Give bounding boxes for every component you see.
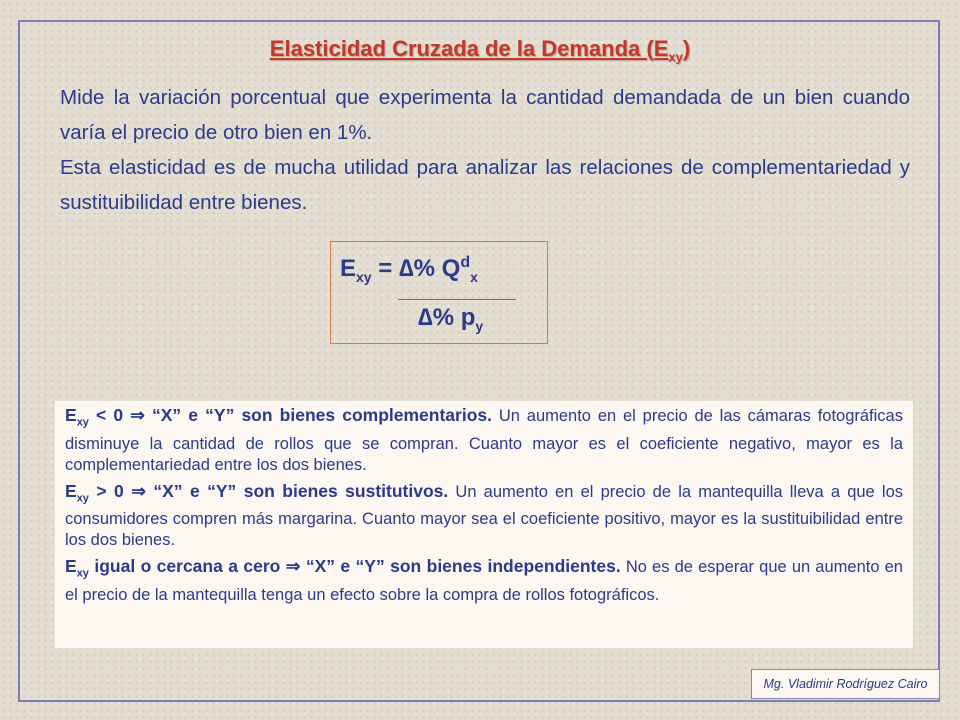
case-complementary	[65, 405, 903, 476]
cases-box	[55, 401, 913, 648]
case-subscript: xy	[76, 492, 89, 504]
case-condition: > 0 ⇒ “X” e “Y” son bienes sustitutivos.	[88, 480, 449, 501]
formula-den-sub: y	[475, 317, 484, 334]
case-substitutes	[65, 481, 903, 552]
formula-num-sup: d	[460, 254, 471, 271]
case-description: Un aumento en el precio de la mantequilla lleva a que los consumidores compren más margarina. Cuanto mayor sea el coeficiente positivo, mayor es la sustituibilidad entre los dos bienes.	[65, 482, 903, 549]
formula-equals: =	[371, 255, 399, 282]
usefulness-paragraph: Esta elasticidad es de mucha utilidad para analizar las relaciones de complementariedad y sustituibilidad entre bienes.	[60, 156, 910, 214]
case-symbol: E	[65, 405, 77, 425]
case-condition: < 0 ⇒ “X” e “Y” son bienes complementarios.	[88, 405, 492, 425]
case-symbol: E	[65, 480, 77, 501]
slide-title	[0, 36, 960, 64]
formula-num-text: % Q	[413, 255, 461, 282]
formula-num-sub: x	[470, 268, 478, 285]
case-description: Un aumento en el precio de las cámaras fotográficas disminuye la cantidad de rollos que se compran. Cuanto mayor es el coeficiente negativo, mayor es la complementariedad entre los dos bienes.	[65, 407, 903, 474]
case-lead	[65, 480, 449, 504]
formula-lhs: E	[340, 255, 357, 282]
case-independent	[65, 556, 903, 606]
case-lead	[65, 405, 492, 429]
definition-paragraph: Mide la variación porcentual que experimenta la cantidad demandada de un bien cuando varía el precio de otro bien en 1%.	[60, 86, 910, 144]
case-symbol: E	[65, 556, 77, 576]
fraction-bar	[398, 299, 516, 300]
formula-denominator	[418, 304, 483, 334]
title-main: Elasticidad Cruzada de la Demanda (	[269, 36, 654, 61]
case-subscript: xy	[76, 567, 89, 580]
delta-symbol: ∆	[418, 304, 433, 331]
author-footer: Mg. Vladimir Rodríguez Cairo	[751, 669, 940, 699]
formula-den-text: % p	[432, 304, 476, 331]
title-symbol: E	[653, 36, 669, 61]
title-close: )	[682, 36, 691, 61]
case-description: No es de esperar que un aumento en el precio de la mantequilla tenga un efecto sobre la compra de rollos fotográficos.	[65, 558, 903, 604]
case-lead	[65, 556, 621, 580]
case-condition: igual o cercana a cero ⇒ “X” e “Y” son bienes independientes.	[88, 556, 621, 576]
case-subscript: xy	[76, 416, 89, 429]
formula-lhs-sub: xy	[356, 268, 372, 285]
delta-symbol: ∆	[398, 255, 414, 282]
title-subscript: xy	[668, 49, 683, 65]
title-text	[269, 36, 683, 65]
formula-numerator	[340, 254, 478, 285]
